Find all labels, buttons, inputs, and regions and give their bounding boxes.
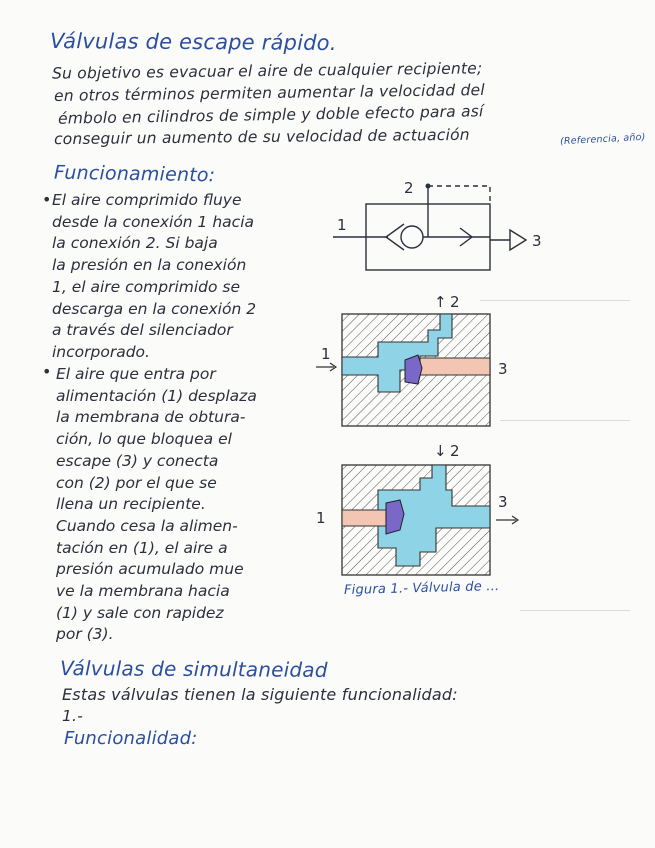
section-2-port-2-label: 2	[450, 442, 460, 460]
section-2-supply-passage	[342, 510, 386, 526]
bullet-2-line: llena un recipiente.	[56, 495, 206, 514]
intro-line-3: émbolo en cilindros de simple y doble efecto para así	[57, 102, 484, 128]
bullet-2-line: la membrana de obtura-	[56, 408, 246, 427]
section-2-subheading: Funcionalidad:	[64, 728, 198, 749]
bullet-1-line: incorporado.	[52, 342, 150, 361]
section-2-port-1-label: 1	[316, 509, 326, 527]
bullet-1-line: El aire comprimido fluye	[52, 191, 242, 209]
bullet-2-line: presión acumulado mue	[56, 560, 244, 579]
section-2-text: Estas válvulas tienen la siguiente funcionalidad:	[62, 685, 458, 704]
section-2-item: 1.-	[62, 707, 83, 725]
bullet-2-line: ve la membrana hacia	[56, 582, 230, 601]
bullet-1-glyph: •	[42, 190, 52, 209]
section-2-port-3-label: 3	[498, 493, 508, 511]
bullet-1-line: a través del silenciador	[52, 321, 233, 340]
intro-line-2: en otros términos permiten aumentar la velocidad del	[53, 80, 485, 106]
page-title: Válvulas de escape rápido.	[49, 28, 337, 56]
bullet-2-line: Cuando cesa la alimen-	[56, 516, 238, 535]
symbol-port-3-label: 3	[532, 232, 542, 250]
section-1-port-3-label: 3	[498, 360, 508, 378]
symbol-port-2-label: 2	[404, 179, 414, 197]
reference-note: (Referencia, año)	[559, 131, 646, 148]
figure-caption: Figura 1.- Válvula de ...	[343, 578, 500, 599]
bullet-2-line: tación en (1), el aire a	[56, 538, 228, 557]
intro-line-1: Su objetivo es evacuar el aire de cualquier recipiente;	[51, 59, 483, 83]
section-1-port-1-label: 1	[321, 345, 331, 363]
bullet-1-line: la presión en la conexión	[52, 256, 247, 275]
bullet-1-line: la conexión 2. Si baja	[52, 234, 218, 253]
section-heading-simultaneidad: Válvulas de simultaneidad	[59, 656, 328, 682]
bullet-2-line: El aire que entra por	[56, 365, 216, 383]
section-heading-funcionamiento: Funcionamiento:	[53, 161, 216, 187]
bullet-1-line: 1, el aire comprimido se	[52, 277, 241, 296]
bullet-2-line: alimentación (1) desplaza	[56, 386, 257, 405]
bullet-1-line: desde la conexión 1 hacia	[52, 212, 254, 231]
symbol-port-1-label: 1	[337, 216, 347, 234]
bullet-2-line: escape (3) y conecta	[56, 451, 219, 470]
bullet-2-line: con (2) por el que se	[56, 473, 217, 492]
section-1-port-2-arrow: ↑	[434, 293, 447, 311]
section-1-port-2-label: 2	[450, 293, 460, 311]
bullet-2-line: por (3).	[56, 625, 114, 644]
bullet-1-line: descarga en la conexión 2	[52, 299, 257, 318]
section-2-port-2-arrow: ↓	[434, 442, 447, 460]
bullet-2-glyph: •	[42, 362, 52, 381]
bullet-2-line: ción, lo que bloquea el	[56, 430, 232, 449]
bullet-2-line: (1) y sale con rapidez	[56, 603, 224, 622]
intro-line-4: conseguir un aumento de su velocidad de actuación	[53, 125, 470, 149]
